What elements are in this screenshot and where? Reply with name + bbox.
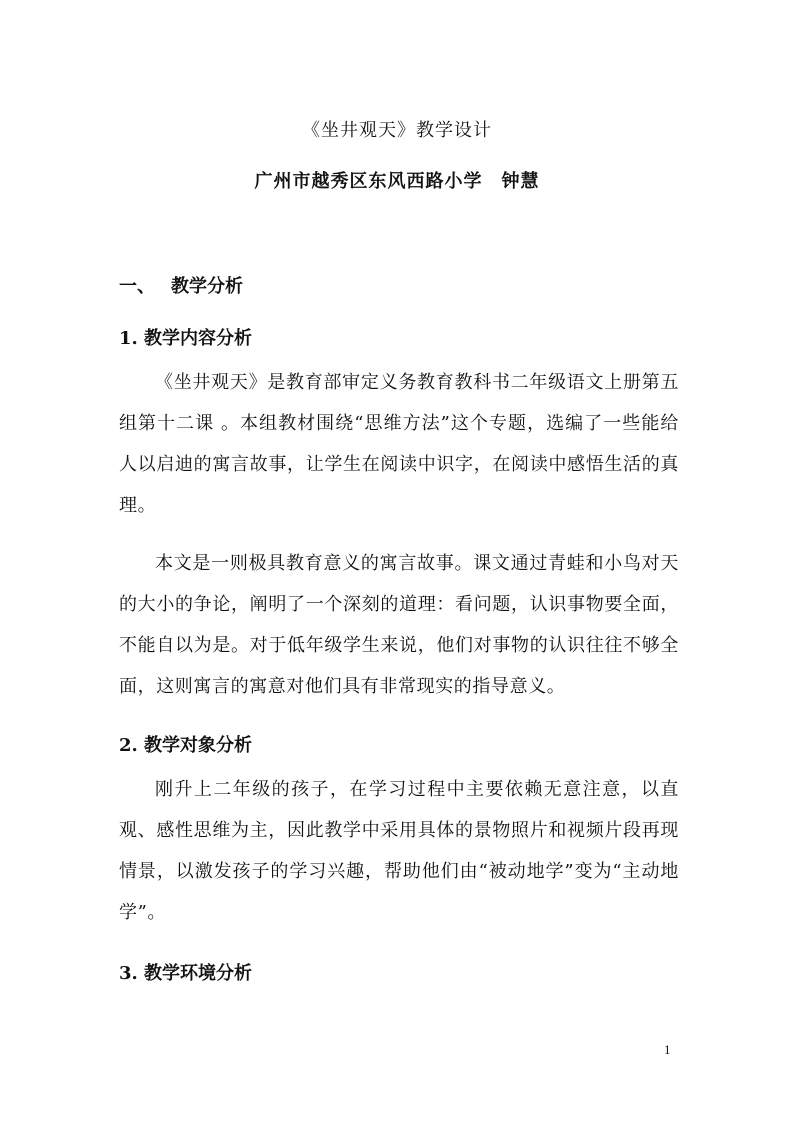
paragraph: 刚升上二年级的孩子，在学习过程中主要依赖无意注意，以直观、感性思维为主，因此教学中采用具体的景物照片和视频片段再现情景，以激发孩子的学习兴趣，帮助他们由“被动地学”变为“主动地学”。 <box>119 779 679 923</box>
subsection-heading-environment: 3. 教学环境分析 <box>119 963 253 984</box>
paragraph: 本文是一则极具教育意义的寓言故事。课文通过青蛙和小鸟对天的大小的争论，阐明了一个深刻的道理：看问题，认识事物要全面，不能自以为是。对于低年级学生来说，他们对事物的认识往往不够全面，这则寓言的寓意对他们具有非常现实的指导意义。 <box>119 553 679 697</box>
page-number: 1 <box>664 1042 671 1057</box>
subsection-heading-audience: 2. 教学对象分析 <box>119 735 253 756</box>
section-title: 教学分析 <box>171 276 243 297</box>
author-line: 广州市越秀区东风西路小学 钟慧 <box>254 171 540 192</box>
section-heading-1 <box>119 272 243 298</box>
subsection-heading-content: 1. 教学内容分析 <box>119 328 253 349</box>
document-title: 《坐井观天》教学设计 <box>302 120 492 141</box>
section-number: 一、 <box>119 276 155 297</box>
paragraph: 《坐井观天》是教育部审定义务教育教科书二年级语文上册第五组第十二课 。本组教材围绕“思维方法”这个专题，选编了一些能给人以启迪的寓言故事，让学生在阅读中识字，在阅读中感悟生活的真理。 <box>119 372 679 516</box>
